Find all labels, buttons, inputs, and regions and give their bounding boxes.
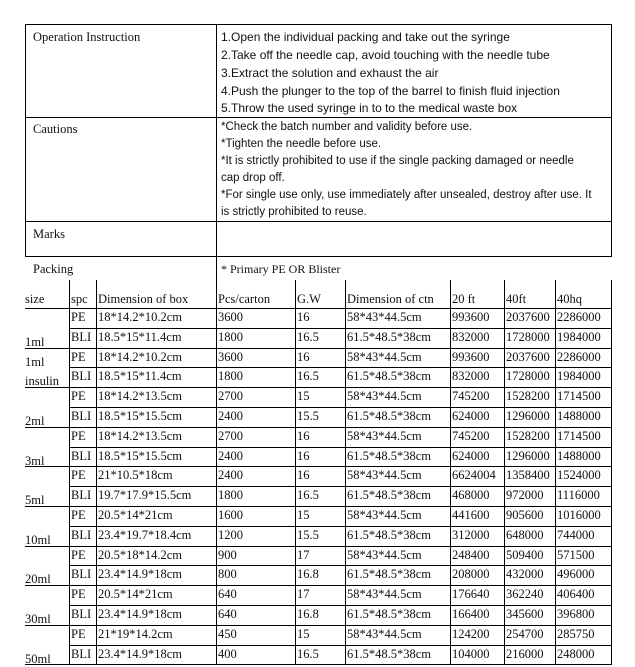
table-cell: 124200 xyxy=(452,627,490,641)
table-cell: 993600 xyxy=(452,350,490,364)
table-cell: 248400 xyxy=(452,548,490,562)
operation-step: 5.Throw the used syringe in to to the medical waste box xyxy=(221,101,518,115)
table-cell: 1984000 xyxy=(557,330,601,344)
table-cell: BLI xyxy=(71,647,92,661)
table-cell: 832000 xyxy=(452,369,490,383)
table-cell: 254700 xyxy=(506,627,544,641)
table-header-cell: Dimension of ctn xyxy=(347,292,434,306)
table-cell: 16.5 xyxy=(297,369,319,383)
table-cell: 58*43*44.5cm xyxy=(347,310,422,324)
table-cell: 3600 xyxy=(218,350,243,364)
table-row-line xyxy=(69,605,612,606)
table-cell: PE xyxy=(71,548,86,562)
size-cell: 1ml xyxy=(25,355,45,369)
table-row-line xyxy=(25,664,612,665)
table-cell: 23.4*14.9*18cm xyxy=(98,607,183,621)
table-cell: 432000 xyxy=(506,567,544,581)
table-cell: 745200 xyxy=(452,429,490,443)
table-cell: 640 xyxy=(218,587,237,601)
table-cell: 2700 xyxy=(218,429,243,443)
table-cell: 61.5*48.5*38cm xyxy=(347,647,432,661)
table-cell: 17 xyxy=(297,548,310,562)
table-cell: 18*14.2*10.2cm xyxy=(98,350,183,364)
table-cell: 23.4*19.7*18.4cm xyxy=(98,528,192,542)
table-cell: 58*43*44.5cm xyxy=(347,429,422,443)
table-cell: 1296000 xyxy=(506,409,550,423)
table-row-line xyxy=(25,348,612,349)
table-cell: 61.5*48.5*38cm xyxy=(347,369,432,383)
table-cell: 1714500 xyxy=(557,389,601,403)
table-column-line xyxy=(450,280,451,664)
table-cell: 1528200 xyxy=(506,429,550,443)
table-column-line xyxy=(345,280,346,664)
divider-cautions-marks xyxy=(25,221,612,222)
left-border-top xyxy=(25,24,26,256)
table-row-line xyxy=(25,427,612,428)
table-cell: 216000 xyxy=(506,647,544,661)
table-column-line xyxy=(69,280,70,664)
table-cell: 16 xyxy=(297,449,310,463)
table-row-line xyxy=(69,407,612,408)
table-row-line xyxy=(25,387,612,388)
table-cell: BLI xyxy=(71,449,92,463)
table-cell: PE xyxy=(71,468,86,482)
size-cell: insulin xyxy=(25,374,60,388)
table-cell: 2400 xyxy=(218,449,243,463)
table-cell: 1800 xyxy=(218,330,243,344)
table-cell: 1728000 xyxy=(506,369,550,383)
table-cell: 406400 xyxy=(557,587,595,601)
table-cell: 20.5*14*21cm xyxy=(98,508,173,522)
table-column-line xyxy=(96,280,97,664)
caution-line: is strictly prohibited to reuse. xyxy=(221,206,367,218)
table-cell: BLI xyxy=(71,369,92,383)
table-cell: PE xyxy=(71,508,86,522)
table-cell: 624000 xyxy=(452,449,490,463)
table-cell: 58*43*44.5cm xyxy=(347,468,422,482)
table-cell: BLI xyxy=(71,528,92,542)
table-row-line xyxy=(69,367,612,368)
table-cell: PE xyxy=(71,429,86,443)
table-cell: 1728000 xyxy=(506,330,550,344)
table-header-cell: 40ft xyxy=(506,292,527,306)
table-cell: 16.5 xyxy=(297,330,319,344)
table-cell: 61.5*48.5*38cm xyxy=(347,449,432,463)
table-cell: 15 xyxy=(297,389,310,403)
table-cell: 400 xyxy=(218,647,237,661)
table-cell: 1524000 xyxy=(557,468,601,482)
table-header-cell: 20 ft xyxy=(452,292,476,306)
table-cell: 3600 xyxy=(218,310,243,324)
table-row-line xyxy=(25,308,612,309)
table-cell: 1296000 xyxy=(506,449,550,463)
table-cell: 18.5*15*15.5cm xyxy=(98,449,183,463)
table-cell: 640 xyxy=(218,607,237,621)
table-cell: 832000 xyxy=(452,330,490,344)
table-cell: PE xyxy=(71,350,86,364)
table-cell: BLI xyxy=(71,567,92,581)
caution-line: *Check the batch number and validity before use. xyxy=(221,121,473,133)
table-cell: BLI xyxy=(71,488,92,502)
table-cell: 18.5*15*11.4cm xyxy=(98,330,182,344)
table-cell: 208000 xyxy=(452,567,490,581)
table-cell: 61.5*48.5*38cm xyxy=(347,488,432,502)
table-cell: 2400 xyxy=(218,409,243,423)
table-row-line xyxy=(69,645,612,646)
table-cell: BLI xyxy=(71,409,92,423)
table-cell: 15 xyxy=(297,627,310,641)
table-cell: 1528200 xyxy=(506,389,550,403)
table-cell: 2286000 xyxy=(557,350,601,364)
table-row-line xyxy=(25,546,612,547)
table-cell: 285750 xyxy=(557,627,595,641)
table-cell: 905600 xyxy=(506,508,544,522)
table-cell: 16 xyxy=(297,310,310,324)
table-row-line xyxy=(69,486,612,487)
table-row-line xyxy=(69,328,612,329)
table-cell: 58*43*44.5cm xyxy=(347,508,422,522)
table-cell: 15.5 xyxy=(297,409,319,423)
size-cell: 10ml xyxy=(25,533,51,547)
table-column-line xyxy=(295,280,296,664)
table-cell: 2286000 xyxy=(557,310,601,324)
table-cell: 744000 xyxy=(557,528,595,542)
table-cell: 104000 xyxy=(452,647,490,661)
table-cell: 745200 xyxy=(452,389,490,403)
table-cell: 396800 xyxy=(557,607,595,621)
table-cell: 16.8 xyxy=(297,567,319,581)
marks-label: Marks xyxy=(33,227,65,241)
table-cell: 441600 xyxy=(452,508,490,522)
table-cell: 15 xyxy=(297,508,310,522)
table-cell: 2700 xyxy=(218,389,243,403)
table-row-line xyxy=(69,565,612,566)
table-cell: 21*10.5*18cm xyxy=(98,468,173,482)
table-cell: 18*14.2*13.5cm xyxy=(98,389,183,403)
table-header-cell: size xyxy=(25,292,45,306)
table-cell: 1116000 xyxy=(557,488,600,502)
table-cell: 624000 xyxy=(452,409,490,423)
table-cell: 16 xyxy=(297,350,310,364)
table-cell: 18.5*15*11.4cm xyxy=(98,369,182,383)
caution-line: cap drop off. xyxy=(221,172,285,184)
divider-marks-packing xyxy=(25,256,612,257)
table-header-cell: Dimension of box xyxy=(98,292,189,306)
table-cell: 468000 xyxy=(452,488,490,502)
size-cell: 5ml xyxy=(25,493,45,507)
table-cell: 800 xyxy=(218,567,237,581)
table-row-line xyxy=(25,466,612,467)
table-cell: 16.5 xyxy=(297,488,319,502)
table-cell: 16.8 xyxy=(297,607,319,621)
table-cell: 58*43*44.5cm xyxy=(347,350,422,364)
top-border xyxy=(25,24,612,25)
table-cell: 1984000 xyxy=(557,369,601,383)
table-column-line xyxy=(555,280,556,664)
table-cell: 1600 xyxy=(218,508,243,522)
table-cell: 176640 xyxy=(452,587,490,601)
table-cell: 58*43*44.5cm xyxy=(347,548,422,562)
operation-step: 1.Open the individual packing and take out the syringe xyxy=(221,30,510,44)
caution-line: *For single use only, use immediately after unsealed, destroy after use. It xyxy=(221,189,592,201)
table-cell: 16 xyxy=(297,429,310,443)
table-cell: 2037600 xyxy=(506,310,550,324)
table-cell: 61.5*48.5*38cm xyxy=(347,409,432,423)
table-cell: 362240 xyxy=(506,587,544,601)
size-cell: 50ml xyxy=(25,652,51,666)
divider-operation-cautions xyxy=(25,117,612,118)
table-cell: 18.5*15*15.5cm xyxy=(98,409,183,423)
table-cell: 16 xyxy=(297,468,310,482)
caution-line: *Tighten the needle before use. xyxy=(221,138,382,150)
table-right-border xyxy=(611,280,612,664)
table-column-line xyxy=(504,280,505,664)
size-cell: 20ml xyxy=(25,572,51,586)
table-cell: 1016000 xyxy=(557,508,601,522)
table-cell: 18*14.2*10.2cm xyxy=(98,310,183,324)
table-cell: 18*14.2*13.5cm xyxy=(98,429,183,443)
table-cell: 2037600 xyxy=(506,350,550,364)
packing-note: * Primary PE OR Blister xyxy=(221,262,341,276)
packing-label: Packing xyxy=(33,262,74,276)
table-cell: BLI xyxy=(71,607,92,621)
size-cell: 30ml xyxy=(25,612,51,626)
table-cell: 58*43*44.5cm xyxy=(347,627,422,641)
table-cell: 21*19*14.2cm xyxy=(98,627,173,641)
table-cell: 450 xyxy=(218,627,237,641)
table-cell: 1714500 xyxy=(557,429,601,443)
table-cell: 312000 xyxy=(452,528,490,542)
table-row-line xyxy=(69,526,612,527)
table-header-cell: Pcs/carton xyxy=(218,292,271,306)
table-cell: 972000 xyxy=(506,488,544,502)
table-cell: 248000 xyxy=(557,647,595,661)
table-cell: PE xyxy=(71,310,86,324)
operation-step: 3.Extract the solution and exhaust the air xyxy=(221,66,439,80)
cautions-label: Cautions xyxy=(33,122,78,136)
table-cell: 345600 xyxy=(506,607,544,621)
table-cell: 61.5*48.5*38cm xyxy=(347,528,432,542)
table-cell: 571500 xyxy=(557,548,595,562)
table-cell: 23.4*14.9*18cm xyxy=(98,647,183,661)
table-cell: BLI xyxy=(71,330,92,344)
table-cell: 61.5*48.5*38cm xyxy=(347,567,432,581)
table-cell: 19.7*17.9*15.5cm xyxy=(98,488,192,502)
table-cell: 1488000 xyxy=(557,409,601,423)
table-cell: PE xyxy=(71,627,86,641)
table-cell: 900 xyxy=(218,548,237,562)
table-cell: PE xyxy=(71,389,86,403)
label-column-divider xyxy=(216,24,217,282)
table-cell: PE xyxy=(71,587,86,601)
table-header-cell: 40hq xyxy=(557,292,582,306)
table-cell: 993600 xyxy=(452,310,490,324)
table-column-line xyxy=(216,280,217,664)
right-border-top xyxy=(611,24,612,256)
size-cell: 3ml xyxy=(25,454,45,468)
table-cell: 1488000 xyxy=(557,449,601,463)
table-cell: 6624004 xyxy=(452,468,496,482)
table-cell: 1800 xyxy=(218,369,243,383)
table-row-line xyxy=(25,506,612,507)
table-cell: 61.5*48.5*38cm xyxy=(347,607,432,621)
table-cell: 15.5 xyxy=(297,528,319,542)
table-cell: 496000 xyxy=(557,567,595,581)
table-cell: 648000 xyxy=(506,528,544,542)
operation-label: Operation Instruction xyxy=(33,30,141,44)
table-cell: 20.5*18*14.2cm xyxy=(98,548,183,562)
table-cell: 509400 xyxy=(506,548,544,562)
table-cell: 17 xyxy=(297,587,310,601)
operation-step: 4.Push the plunger to the top of the barrel to finish fluid injection xyxy=(221,84,560,98)
size-cell: 1ml xyxy=(25,335,45,349)
table-cell: 20.5*14*21cm xyxy=(98,587,173,601)
table-row-line xyxy=(69,447,612,448)
table-cell: 2400 xyxy=(218,468,243,482)
table-cell: 23.4*14.9*18cm xyxy=(98,567,183,581)
table-cell: 1800 xyxy=(218,488,243,502)
table-cell: 58*43*44.5cm xyxy=(347,587,422,601)
table-header-cell: spc xyxy=(71,292,88,306)
table-row-line xyxy=(25,585,612,586)
size-cell: 2ml xyxy=(25,414,45,428)
caution-line: *It is strictly prohibited to use if the single packing damaged or needle xyxy=(221,155,574,167)
table-cell: 166400 xyxy=(452,607,490,621)
operation-step: 2.Take off the needle cap, avoid touching with the needle tube xyxy=(221,48,550,62)
table-cell: 1358400 xyxy=(506,468,550,482)
table-cell: 61.5*48.5*38cm xyxy=(347,330,432,344)
table-row-line xyxy=(25,625,612,626)
table-cell: 16.5 xyxy=(297,647,319,661)
table-header-cell: G.W xyxy=(297,292,321,306)
table-cell: 1200 xyxy=(218,528,243,542)
table-cell: 58*43*44.5cm xyxy=(347,389,422,403)
